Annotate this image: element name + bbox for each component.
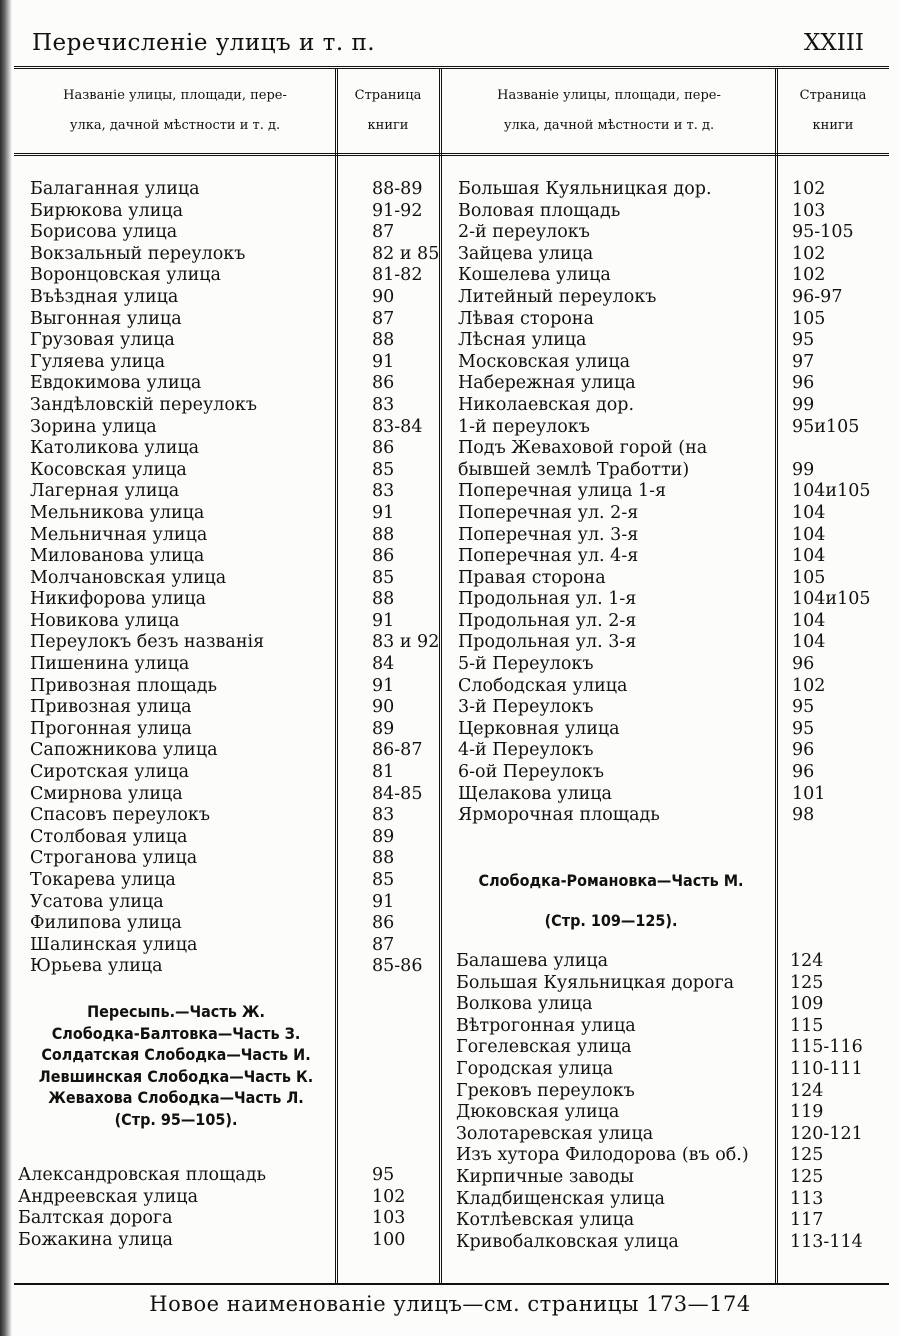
left-street-list-2 (18, 1165, 430, 1251)
street-name: Церковная улица (458, 718, 620, 739)
list-item (30, 546, 430, 568)
street-name: Косовская улица (30, 459, 187, 480)
list-item (30, 460, 430, 482)
street-name: Слободская улица (458, 675, 628, 696)
page-reference: 124 (790, 951, 824, 971)
street-name: Шалинская улица (30, 934, 198, 955)
page-reference: 86 (372, 913, 395, 934)
list-item (30, 632, 440, 654)
list-item (30, 201, 430, 223)
list-item (30, 956, 430, 978)
column-divider (439, 69, 442, 1283)
list-item (458, 265, 886, 287)
page-reference: 85 (372, 459, 395, 480)
street-name: Привозная улица (30, 697, 192, 718)
street-name: Филипова улица (30, 913, 182, 934)
list-item (30, 611, 430, 633)
street-name: Балаганная улица (30, 179, 200, 199)
list-item (30, 870, 430, 892)
section-line: (Стр. 109—125). (544, 911, 678, 930)
street-name: 1-й переулокъ (458, 416, 590, 437)
page-reference: 113 (790, 1188, 824, 1209)
page-reference: 89 (372, 718, 395, 739)
page-reference: 109 (790, 994, 824, 1015)
page-reference: 88 (372, 524, 395, 545)
section-line: Пересыпь.—Часть Ж. (87, 1002, 265, 1021)
list-item (30, 481, 430, 503)
header-line: улка, дачной мѣстности и т. д. (69, 118, 281, 133)
page-header (32, 30, 864, 64)
header-line: Страница (354, 88, 422, 103)
page-reference: 120-121 (790, 1123, 863, 1144)
section-line: Солдатская Слободка—Часть И. (41, 1045, 311, 1065)
street-name: Городская улица (456, 1058, 614, 1079)
list-item (458, 611, 886, 633)
page-reference: 83 (372, 805, 395, 826)
street-name: Кирпичные заводы (456, 1166, 634, 1187)
list-item (458, 287, 886, 309)
page-reference: 103 (792, 200, 826, 221)
page-reference: 88-89 (372, 179, 423, 199)
street-name: 3-й Переулокъ (458, 697, 594, 718)
list-item (30, 222, 430, 244)
list-item (458, 179, 886, 201)
page-reference: 110-111 (790, 1058, 863, 1079)
list-item (458, 719, 886, 741)
page-reference: 105 (792, 567, 826, 588)
list-item (30, 848, 430, 870)
list-item (456, 1145, 886, 1167)
street-name: Усатова улица (30, 891, 164, 912)
street-name: Гуляева улица (30, 351, 166, 372)
list-item (458, 762, 886, 784)
page-reference: 124 (790, 1080, 824, 1101)
list-item (30, 762, 430, 784)
page-reference: 102 (792, 179, 826, 199)
page-reference: 119 (790, 1102, 824, 1123)
list-item (30, 243, 440, 266)
street-name: Выгонная улица (30, 308, 182, 329)
street-name: Вокзальный переулокъ (30, 243, 246, 264)
page-reference: 96-97 (792, 286, 843, 307)
page-reference: 104 (792, 610, 826, 631)
page-reference: 81-82 (372, 265, 423, 286)
list-item (458, 784, 886, 806)
street-name: Котлѣевская улица (456, 1210, 635, 1231)
page-reference: 87 (372, 308, 395, 329)
header-line: Страница (799, 88, 867, 103)
street-name: Сапожникова улица (30, 740, 218, 761)
page-reference: 102 (792, 675, 826, 696)
list-item (30, 935, 430, 957)
page-reference: 83-84 (372, 416, 423, 437)
list-item (30, 503, 430, 525)
street-name: Грековъ переулокъ (456, 1080, 635, 1101)
street-name: Лѣвая сторона (458, 308, 594, 329)
street-name: Балашева улица (456, 951, 609, 971)
list-item (456, 1210, 886, 1232)
list-item (30, 589, 430, 611)
street-name: Ярморочная площадь (458, 805, 660, 826)
list-item (30, 309, 430, 331)
list-item (30, 892, 430, 914)
list-item (30, 568, 430, 590)
list-item (18, 1165, 430, 1187)
street-name: Евдокимова улица (30, 373, 202, 394)
header-line: улка, дачной мѣстности и т. д. (503, 118, 715, 133)
list-item (30, 373, 430, 395)
left-name-column-header (20, 69, 330, 153)
list-item (30, 676, 430, 698)
street-name: Никифорова улица (30, 589, 207, 610)
list-item (458, 481, 886, 503)
right-section-heading (461, 861, 762, 941)
list-item (30, 740, 430, 762)
list-item (456, 973, 886, 995)
right-street-list-2 (456, 951, 886, 1253)
page-reference: 99 (792, 459, 815, 480)
page-reference: 117 (790, 1210, 824, 1231)
street-name: Божакина улица (18, 1229, 173, 1250)
street-name: 2-й переулокъ (458, 222, 590, 243)
left-section-heading (30, 1001, 322, 1131)
page-reference: 86 (372, 373, 395, 394)
street-name: Зандѣловскій переулокъ (30, 394, 257, 415)
street-name: Балтская дорога (18, 1208, 173, 1229)
list-item (458, 201, 886, 223)
street-name: Привозная площадь (30, 675, 218, 696)
list-item (458, 589, 886, 611)
page-reference: 83 (372, 481, 395, 502)
page-reference: 95-105 (792, 222, 854, 243)
list-item (30, 784, 430, 806)
list-item (30, 719, 430, 741)
street-name: 4-й Переулокъ (458, 740, 594, 761)
street-name: Кладбищенская улица (456, 1188, 665, 1209)
street-name: Подъ Жевaховой горой (на (458, 438, 708, 459)
list-item (30, 913, 430, 935)
street-name: Борисова улица (30, 222, 178, 243)
list-item (458, 525, 886, 547)
header-line: книги (812, 118, 854, 133)
street-name: Вѣтрогонная улица (456, 1015, 636, 1036)
list-item (458, 244, 886, 266)
scan-edge-shadow (0, 0, 12, 1336)
street-name: Большая Куяльницкая дор. (458, 179, 712, 199)
list-item (18, 1187, 430, 1209)
list-item (458, 805, 886, 827)
page-reference: 95 (792, 330, 815, 351)
street-name: Переулокъ безъ названія (30, 632, 265, 653)
street-name: Продольная ул. 1-я (458, 589, 637, 610)
page-reference: 95 (792, 697, 815, 718)
street-name: Николаевская дор. (458, 394, 635, 415)
list-item (458, 740, 886, 762)
page-reference: 85 (372, 567, 395, 588)
list-item (456, 1037, 886, 1059)
list-item (458, 438, 886, 460)
page-reference: 104и105 (792, 589, 871, 610)
list-item (18, 1208, 430, 1230)
list-item (30, 330, 430, 352)
page-reference: 88 (372, 589, 395, 610)
page-reference: 89 (372, 826, 395, 847)
page-reference: 102 (792, 265, 826, 286)
list-item (456, 1059, 886, 1081)
section-line: (Стр. 95—105). (114, 1109, 238, 1129)
page-number: XXIII (803, 30, 864, 56)
list-item (456, 1016, 886, 1038)
header-line: Названіе улицы, площади, пере- (497, 88, 721, 103)
street-name: Дюковская улица (456, 1102, 620, 1123)
list-item (456, 1081, 886, 1103)
list-item (30, 697, 430, 719)
street-name: бывшей землѣ Тработти) (458, 459, 690, 480)
street-name: Кривобалковская улица (456, 1231, 679, 1252)
page-reference: 86-87 (372, 740, 423, 761)
list-item (30, 395, 430, 417)
page-reference: 102 (792, 243, 826, 264)
page-reference: 91-92 (372, 200, 423, 221)
street-name: Строганова улица (30, 848, 198, 869)
street-name: Московская улица (458, 351, 631, 372)
street-name: 5-й Переулокъ (458, 654, 594, 675)
page-reference: 88 (372, 330, 395, 351)
left-street-list (30, 179, 440, 978)
street-name: Сиротская улица (30, 762, 190, 783)
page-reference: 97 (792, 351, 815, 372)
page-reference: 87 (372, 934, 395, 955)
street-name: Юрьева улица (30, 956, 163, 977)
page-reference: 86 (372, 546, 395, 567)
section-line: Слободка-Романовка—Часть М. (478, 871, 744, 890)
page-reference: 91 (372, 675, 395, 696)
list-item (458, 352, 886, 374)
page-reference: 115-116 (790, 1037, 863, 1058)
page-reference: 104 (792, 524, 826, 545)
list-item (30, 654, 430, 676)
list-item (30, 287, 430, 309)
list-item (458, 330, 886, 352)
section-line: Жевахова Слободка—Часть Л. (48, 1088, 304, 1108)
header-line: книги (367, 118, 409, 133)
street-name: Бирюкова улица (30, 200, 184, 221)
street-name: Прогонная улица (30, 718, 192, 739)
page-reference: 91 (372, 502, 395, 523)
street-name: Александровская площадь (18, 1165, 267, 1185)
street-name: Воронцовская улица (30, 265, 221, 286)
page-reference: 84 (372, 654, 395, 675)
list-item (458, 632, 886, 654)
page-reference: 103 (372, 1208, 406, 1229)
list-item (456, 951, 886, 973)
list-item (18, 1230, 430, 1252)
street-name: Спасовъ переулокъ (30, 805, 210, 826)
list-item (458, 503, 886, 525)
list-item (458, 417, 886, 439)
page-reference: 125 (790, 1145, 824, 1166)
street-name: Волкова улица (456, 994, 593, 1015)
street-name: Зайцева улица (458, 243, 594, 264)
section-line: Левшинская Слободка—Часть К. (38, 1066, 314, 1086)
street-name: Новикова улица (30, 610, 180, 631)
page-reference: 102 (372, 1186, 406, 1207)
street-name: Въѣздная улица (30, 286, 179, 307)
page-reference: 91 (372, 891, 395, 912)
street-name: Столбовая улица (30, 826, 188, 847)
list-item (30, 265, 430, 287)
street-name: Милованова улица (30, 546, 205, 567)
street-name: Грузовая улица (30, 330, 175, 351)
list-item (456, 1232, 886, 1254)
list-item (30, 417, 430, 439)
list-item (458, 309, 886, 331)
street-name: Кошелева улица (458, 265, 611, 286)
list-item (30, 352, 430, 374)
right-name-column-header (446, 69, 772, 153)
street-name: Лагерная улица (30, 481, 180, 502)
street-name: Большая Куяльницкая дорога (456, 972, 735, 993)
street-name: Молчановская улица (30, 567, 227, 588)
page-reference: 105 (792, 308, 826, 329)
list-item (458, 222, 886, 244)
street-name: Продольная ул. 2-я (458, 610, 637, 631)
street-name: Поперечная ул. 2-я (458, 502, 639, 523)
page-reference: 101 (792, 783, 826, 804)
footer-note: Новое наименованіе улицъ—см. страницы 173—174 (149, 1292, 751, 1316)
page-reference: 88 (372, 848, 395, 869)
list-item (458, 654, 886, 676)
street-name: Поперечная ул. 3-я (458, 524, 639, 545)
page-reference: 81 (372, 762, 395, 783)
page-reference: 104 (792, 502, 826, 523)
page-reference: 113-114 (790, 1231, 863, 1252)
header-line: Названіе улицы, площади, пере- (63, 88, 287, 103)
street-name: Щелакова улица (458, 783, 612, 804)
page-reference: 125 (790, 972, 824, 993)
street-name: Поперечная ул. 4-я (458, 546, 639, 567)
street-name: Мельничная улица (30, 524, 208, 545)
street-name: Правая сторона (458, 567, 606, 588)
page-reference: 96 (792, 654, 815, 675)
list-item (30, 525, 430, 547)
page-reference: 83 (372, 394, 395, 415)
page-reference: 84-85 (372, 783, 423, 804)
street-name: Смирнова улица (30, 783, 183, 804)
list-item (456, 1167, 886, 1189)
street-name: Гогелевская улица (456, 1037, 632, 1058)
street-name: Андреевская улица (18, 1186, 198, 1207)
page-reference: 90 (372, 697, 395, 718)
page-reference: 85-86 (372, 956, 423, 977)
list-item (458, 373, 886, 395)
right-street-list (458, 179, 886, 827)
page-reference: 87 (372, 222, 395, 243)
list-item (30, 805, 430, 827)
page-reference: 104и105 (792, 481, 871, 502)
street-name: 6-ой Переулокъ (458, 762, 605, 783)
street-index-table (14, 66, 889, 1285)
page-reference: 96 (792, 762, 815, 783)
list-item (456, 1189, 886, 1211)
street-name: Золотаревская улица (456, 1123, 654, 1144)
page-title: Перечисленіе улицъ и т. п. (32, 30, 376, 56)
street-name: Продольная ул. 3-я (458, 632, 637, 653)
left-page-column-header (340, 69, 436, 153)
street-name: Набережная улица (458, 373, 636, 394)
list-item (458, 460, 886, 482)
page-reference: 91 (372, 610, 395, 631)
street-name: Литейный переулокъ (458, 286, 657, 307)
page-reference: 96 (792, 740, 815, 761)
list-item (30, 438, 430, 460)
list-item (458, 395, 886, 417)
list-item (30, 179, 430, 201)
header-rule (14, 153, 889, 156)
page-reference: 115 (790, 1015, 824, 1036)
section-line: Слободка-Балтовка—Часть З. (51, 1023, 301, 1043)
list-item (456, 994, 886, 1016)
street-name: Зорина улица (30, 416, 157, 437)
page-reference: 104 (792, 632, 826, 653)
street-name: Католикова улица (30, 438, 200, 459)
list-item (458, 568, 886, 590)
page-reference: 91 (372, 351, 395, 372)
list-item (458, 676, 886, 698)
street-name: Изъ хутора Филодорова (въ об.) (456, 1145, 749, 1166)
page-reference: 90 (372, 286, 395, 307)
page-reference: 95 (372, 1165, 395, 1185)
page-reference: 95 (792, 718, 815, 739)
page-reference: 100 (372, 1229, 406, 1250)
street-name: Мельникова улица (30, 502, 205, 523)
page-reference: 85 (372, 870, 395, 890)
right-page-column-header (780, 69, 886, 153)
page-reference: 99 (792, 394, 815, 415)
page-reference: 95и105 (792, 416, 860, 437)
street-name: Воловая площадь (458, 200, 621, 221)
page-reference: 98 (792, 805, 815, 826)
page-reference: 83 и 92 (372, 632, 440, 653)
list-item (458, 697, 886, 719)
list-item (456, 1124, 886, 1146)
page-reference: 82 и 85 (372, 243, 440, 264)
street-name: Лѣсная улица (458, 330, 587, 351)
list-item (30, 827, 430, 849)
street-name: Токарева улица (30, 870, 176, 890)
page-reference: 96 (792, 373, 815, 394)
street-name: Пишенина улица (30, 654, 190, 675)
page-reference: 86 (372, 438, 395, 459)
street-name: Поперечная улица 1-я (458, 481, 667, 502)
list-item (456, 1102, 886, 1124)
page-reference: 104 (792, 546, 826, 567)
page-reference: 125 (790, 1166, 824, 1187)
list-item (458, 546, 886, 568)
